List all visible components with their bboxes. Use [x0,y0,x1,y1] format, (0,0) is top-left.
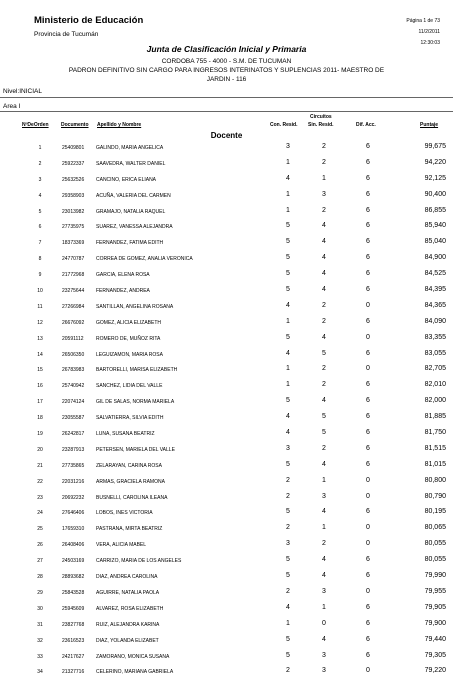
cell-dif-acc: 6 [366,508,370,516]
cell-puntaje: 92,125 [424,174,446,182]
cell-documento: 27735865 [62,462,85,469]
cell-documento: 25632526 [62,176,85,183]
cell-sin-resid: 3 [322,190,326,198]
cell-documento: 25945609 [62,605,85,612]
cell-dif-acc: 6 [366,286,370,294]
cell-dif-acc: 6 [366,222,370,230]
cell-nombre: ALVAREZ, ROSA ELIZABETH [96,605,164,612]
cell-puntaje: 81,750 [424,429,446,437]
cell-documento: 28893682 [62,574,85,581]
table-row [0,537,453,553]
padron-line: PADRON DEFINITIVO SIN CARGO PARA INGRESOS INTERINATOS Y SUPLENCIAS 2011- MAESTRO DE [68,67,385,74]
cell-con-resid: 5 [286,222,290,230]
cell-nombre: ROMERO DE, MUÑOZ RITA [96,335,161,342]
cell-con-resid: 4 [286,174,290,182]
cell-sin-resid: 3 [322,667,326,675]
cell-orden: 30 [37,605,43,612]
cell-sin-resid: 4 [322,333,326,341]
cell-orden: 11 [37,303,43,310]
cell-orden: 34 [37,669,43,676]
cell-documento: 26242817 [62,431,85,438]
cell-orden: 19 [37,431,43,438]
table-row [0,219,453,235]
col-dif-acc: Dif. Acc. [356,122,376,128]
cell-orden: 13 [37,335,43,342]
cell-documento: 23055587 [62,415,85,422]
cell-puntaje: 80,055 [424,556,446,564]
cell-con-resid: 4 [286,349,290,357]
cell-orden: 27 [37,558,43,565]
cell-nombre: SUAREZ, VANESSA ALEJANDRA [96,224,173,231]
cell-puntaje: 79,220 [424,667,446,675]
cell-puntaje: 81,515 [424,444,446,452]
page-number: Página 1 de 73 [406,18,440,24]
table-row [0,474,453,490]
cell-orden: 8 [38,256,42,263]
cell-puntaje: 82,000 [424,397,446,405]
cell-documento: 22074124 [62,399,85,406]
cell-con-resid: 1 [286,190,290,198]
cell-dif-acc: 6 [366,635,370,643]
table-row [0,458,453,474]
cell-dif-acc: 6 [366,603,370,611]
cell-con-resid: 5 [286,254,290,262]
cell-dif-acc: 0 [366,524,370,532]
cell-dif-acc: 6 [366,349,370,357]
cell-documento: 23287913 [62,446,85,453]
cell-nombre: GALINDO, MARIA ANGELICA [96,145,164,151]
cell-documento: 21772968 [62,272,85,279]
cell-orden: 20 [37,446,43,453]
cell-dif-acc: 0 [366,365,370,373]
cell-orden: 31 [37,621,43,628]
cell-nombre: CORREA DE GOMEZ, ANALIA VERONICA [96,256,193,263]
cell-dif-acc: 6 [366,270,370,278]
cell-orden: 23 [37,494,43,501]
cell-puntaje: 84,525 [424,270,446,278]
cell-puntaje: 94,220 [424,158,446,166]
cell-con-resid: 1 [286,317,290,325]
table-row [0,410,453,426]
cell-sin-resid: 4 [322,270,326,278]
table-row [0,315,453,331]
cell-sin-resid: 2 [322,206,326,214]
province-label: Provincia de Tucumán [34,31,99,38]
table-row [0,569,453,585]
cell-sin-resid: 5 [322,429,326,437]
cell-con-resid: 2 [286,476,290,484]
table-row [0,442,453,458]
cell-con-resid: 5 [286,635,290,643]
cell-con-resid: 5 [286,270,290,278]
cell-con-resid: 1 [286,381,290,389]
cell-con-resid: 3 [286,444,290,452]
cell-nombre: PASTRANA, MIRTA BEATRIZ [96,526,163,533]
cell-sin-resid: 1 [322,524,326,532]
cell-orden: 21 [37,462,43,469]
cell-con-resid: 2 [286,492,290,500]
cell-nombre: LUNA, SUSANA BEATRIZ [96,431,155,438]
cell-orden: 18 [37,415,43,422]
cell-nombre: ACUÑA, VALERIA DEL CARMEN [96,192,171,199]
cell-dif-acc: 6 [366,143,370,150]
cell-dif-acc: 6 [366,317,370,325]
cell-dif-acc: 6 [366,556,370,564]
cell-nombre: LEGUIZAMON, MARIA ROSA [96,351,163,358]
table-row [0,649,453,665]
cell-documento: 20591112 [62,335,84,342]
cell-sin-resid: 4 [322,508,326,516]
nivel-label: Nivel:INICIAL [3,88,43,95]
cell-nombre: SALVATIERRA, SILVIA EDITH [96,415,164,422]
cell-nombre: DIAZ, YOLANDA ELIZABET [96,637,159,644]
cell-documento: 25922337 [62,160,85,167]
area-label: Area I [3,103,21,110]
cell-documento: 26783983 [62,367,85,374]
cell-puntaje: 84,900 [424,254,446,262]
cell-dif-acc: 6 [366,397,370,405]
col-documento: Documento [61,122,89,128]
cell-puntaje: 83,055 [424,349,446,357]
cell-dif-acc: 6 [366,429,370,437]
board-title: Junta de Clasificación Inicial y Primaria [146,44,307,54]
cell-con-resid: 5 [286,460,290,468]
cell-nombre: CELERINO, MARIANA GABRIELA [96,669,174,676]
cell-dif-acc: 0 [366,476,370,484]
cell-documento: 23013982 [62,208,85,215]
cell-orden: 14 [37,351,43,358]
cell-puntaje: 85,940 [424,222,446,230]
cell-documento: 25409801 [62,145,85,151]
cell-dif-acc: 0 [366,492,370,500]
cell-orden: 22 [37,478,43,485]
cell-orden: 32 [37,637,43,644]
cell-con-resid: 2 [286,587,290,595]
divider [0,111,453,112]
cell-con-resid: 4 [286,603,290,611]
cell-dif-acc: 6 [366,238,370,246]
cell-sin-resid: 2 [322,381,326,389]
cell-orden: 17 [37,399,43,406]
cell-orden: 15 [37,367,43,374]
cell-orden: 16 [37,383,43,390]
cell-con-resid: 5 [286,238,290,246]
col-sin-resid: Sin. Resid. [308,122,334,128]
table-row [0,394,453,410]
table-row [0,362,453,378]
cell-puntaje: 99,675 [424,143,446,150]
cell-documento: 23275644 [62,288,85,295]
address-line: CORDOBA 755 - 4000 - S.M. DE TUCUMAN [161,58,292,65]
table-row [0,553,453,569]
table-row [0,140,453,156]
table-row [0,172,453,188]
cell-dif-acc: 6 [366,190,370,198]
cell-sin-resid: 4 [322,397,326,405]
cell-puntaje: 79,900 [424,619,446,627]
cell-sin-resid: 4 [322,572,326,580]
cell-puntaje: 83,355 [424,333,446,341]
cell-nombre: GOMEZ, ALICIA ELIZABETH [96,319,162,326]
cell-puntaje: 80,790 [424,492,446,500]
cell-dif-acc: 6 [366,158,370,166]
table-row [0,505,453,521]
table-row [0,156,453,172]
cell-puntaje: 82,705 [424,365,446,373]
cell-puntaje: 81,015 [424,460,446,468]
table-row [0,204,453,220]
cell-sin-resid: 2 [322,143,326,150]
cell-documento: 26506350 [62,351,85,358]
cell-documento: 24503169 [62,558,85,565]
table-row [0,251,453,267]
col-orden: NºDeOrden [22,122,49,128]
cell-nombre: SAAVEDRA, WALTER DANIEL [96,160,166,167]
cell-puntaje: 79,955 [424,587,446,595]
cell-nombre: VERA, ALICIA MABEL [96,542,147,549]
cell-nombre: RUIZ, ALEJANDRA KARINA [96,621,160,628]
col-nombre: Apellido y Nombre [97,122,142,128]
cell-sin-resid: 5 [322,349,326,357]
cell-sin-resid: 3 [322,492,326,500]
cell-nombre: BARTORELLI, MARISA ELIZABETH [96,367,178,374]
table-row [0,188,453,204]
cell-nombre: CANCINO, ERICA ELIANA [96,176,157,183]
cell-sin-resid: 4 [322,635,326,643]
cell-dif-acc: 6 [366,206,370,214]
cell-dif-acc: 0 [366,333,370,341]
cell-con-resid: 1 [286,158,290,166]
cell-nombre: SANCHEZ, LIDIA DEL VALLE [96,383,163,390]
cell-sin-resid: 3 [322,651,326,659]
cell-sin-resid: 2 [322,317,326,325]
table-row [0,490,453,506]
table-row [0,299,453,315]
cell-puntaje: 84,395 [424,286,446,294]
cell-con-resid: 5 [286,397,290,405]
cell-documento: 27266984 [62,303,85,310]
cell-sin-resid: 2 [322,158,326,166]
cell-puntaje: 80,195 [424,508,446,516]
cell-nombre: LOBOS, INES VICTORIA [96,510,153,517]
ministry-title: Ministerio de Educación [34,15,144,26]
cell-dif-acc: 6 [366,460,370,468]
cell-orden: 28 [37,574,43,581]
cell-orden: 10 [37,288,43,295]
cell-sin-resid: 2 [322,444,326,452]
table-row [0,283,453,299]
cell-con-resid: 4 [286,429,290,437]
cell-sin-resid: 1 [322,603,326,611]
cell-dif-acc: 6 [366,254,370,262]
cell-con-resid: 5 [286,651,290,659]
cell-orden: 33 [37,653,43,660]
cell-dif-acc: 6 [366,174,370,182]
table-row [0,331,453,347]
cell-nombre: ARMAS, GRACIELA RAMONA [96,478,165,485]
cell-sin-resid: 2 [322,301,326,309]
cell-nombre: SANTILLAN, ANGELINA ROSANA [96,303,174,310]
cell-orden: 6 [38,224,42,231]
cell-documento: 21327716 [62,669,85,676]
cell-documento: 23827768 [62,621,85,628]
cell-documento: 26408406 [62,542,85,549]
cell-con-resid: 4 [286,301,290,309]
cell-dif-acc: 6 [366,619,370,627]
cell-orden: 4 [38,192,42,199]
cell-nombre: ZAMORANO, MONICA SUSANA [96,653,170,660]
cell-con-resid: 5 [286,556,290,564]
section-docente: Docente [210,131,243,140]
cell-dif-acc: 6 [366,381,370,389]
cell-con-resid: 5 [286,333,290,341]
cell-documento: 17659310 [62,526,85,533]
cell-con-resid: 1 [286,365,290,373]
table-row [0,521,453,537]
cargo-line: JARDIN - 116 [206,76,247,83]
table-row [0,633,453,649]
cell-sin-resid: 4 [322,556,326,564]
circuitos-header: Circuitos [310,114,332,120]
cell-nombre: FERNANDEZ, FATIMA EDITH [96,240,164,247]
cell-sin-resid: 1 [322,174,326,182]
table-row [0,378,453,394]
table-row [0,347,453,363]
table-row [0,585,453,601]
cell-documento: 24770787 [62,256,85,263]
cell-sin-resid: 4 [322,238,326,246]
cell-nombre: DIAZ, ANDREA CAROLINA [96,574,158,581]
cell-con-resid: 5 [286,286,290,294]
table-row [0,601,453,617]
cell-orden: 12 [37,319,43,326]
cell-con-resid: 1 [286,619,290,627]
cell-puntaje: 81,885 [424,413,446,421]
cell-documento: 25843528 [62,589,85,596]
report-time: 12:30:03 [420,40,440,46]
cell-orden: 9 [38,272,42,279]
cell-sin-resid: 4 [322,286,326,294]
cell-dif-acc: 0 [366,540,370,548]
cell-sin-resid: 0 [322,619,326,627]
cell-sin-resid: 1 [322,476,326,484]
table-row [0,235,453,251]
cell-sin-resid: 4 [322,222,326,230]
cell-nombre: ZELARAYAN, CARINA ROSA [96,462,162,469]
cell-orden: 1 [38,145,42,151]
cell-documento: 25740942 [62,383,85,390]
cell-puntaje: 80,065 [424,524,446,532]
cell-nombre: GIL DE SALAS, NORMA MARIELA [96,399,175,406]
results-table [0,140,453,680]
cell-puntaje: 85,040 [424,238,446,246]
cell-nombre: CARRIZO, MARIA DE LOS ANGELES [96,558,182,565]
cell-documento: 26676092 [62,319,85,326]
cell-puntaje: 84,090 [424,317,446,325]
cell-con-resid: 5 [286,572,290,580]
cell-sin-resid: 4 [322,460,326,468]
cell-dif-acc: 6 [366,444,370,452]
cell-sin-resid: 3 [322,587,326,595]
cell-orden: 3 [38,176,42,183]
cell-con-resid: 2 [286,667,290,675]
cell-puntaje: 79,905 [424,603,446,611]
cell-dif-acc: 0 [366,667,370,675]
cell-documento: 20692232 [62,494,85,501]
cell-nombre: FERNANDEZ, ANDREA [96,288,150,295]
cell-puntaje: 84,365 [424,301,446,309]
table-row [0,426,453,442]
cell-sin-resid: 4 [322,254,326,262]
cell-documento: 23616523 [62,637,85,644]
cell-puntaje: 79,305 [424,651,446,659]
cell-con-resid: 4 [286,413,290,421]
cell-dif-acc: 6 [366,413,370,421]
cell-puntaje: 80,800 [424,476,446,484]
divider [0,97,453,98]
table-row [0,664,453,680]
cell-puntaje: 82,010 [424,381,446,389]
col-con-resid: Con. Resid. [270,122,298,128]
cell-puntaje: 79,990 [424,572,446,580]
cell-puntaje: 90,400 [424,190,446,198]
cell-documento: 27735975 [62,224,85,231]
cell-nombre: AGUIRRE, NATALIA PAOLA [96,589,160,596]
cell-nombre: PETERSEN, MARIELA DEL VALLE [96,446,175,453]
cell-orden: 25 [37,526,43,533]
cell-puntaje: 79,440 [424,635,446,643]
table-row [0,267,453,283]
cell-documento: 29358903 [62,192,85,199]
cell-orden: 29 [37,589,43,596]
cell-dif-acc: 0 [366,587,370,595]
cell-documento: 18373369 [62,240,85,247]
cell-con-resid: 2 [286,524,290,532]
cell-documento: 24217627 [62,653,85,660]
cell-sin-resid: 2 [322,540,326,548]
cell-dif-acc: 6 [366,651,370,659]
table-row [0,617,453,633]
cell-nombre: GRAMAJO, NATALIA RAQUEL [96,208,166,215]
cell-orden: 26 [37,542,43,549]
report-date: 11/2/2011 [418,29,440,35]
cell-con-resid: 1 [286,206,290,214]
cell-con-resid: 3 [286,143,290,150]
cell-puntaje: 80,055 [424,540,446,548]
cell-orden: 5 [38,208,42,215]
cell-puntaje: 86,855 [424,206,446,214]
cell-orden: 2 [38,160,42,167]
cell-con-resid: 5 [286,508,290,516]
cell-sin-resid: 2 [322,365,326,373]
cell-documento: 27646406 [62,510,85,517]
cell-orden: 7 [38,240,42,247]
cell-nombre: BUSNELLI, CAROLINA ILEANA [96,494,168,501]
cell-dif-acc: 0 [366,301,370,309]
col-puntaje: Puntaje [420,122,439,128]
cell-orden: 24 [37,510,43,517]
cell-con-resid: 3 [286,540,290,548]
cell-documento: 22031216 [62,478,85,485]
cell-dif-acc: 6 [366,572,370,580]
cell-sin-resid: 5 [322,413,326,421]
cell-nombre: GARCIA, ELENA ROSA [96,272,150,279]
